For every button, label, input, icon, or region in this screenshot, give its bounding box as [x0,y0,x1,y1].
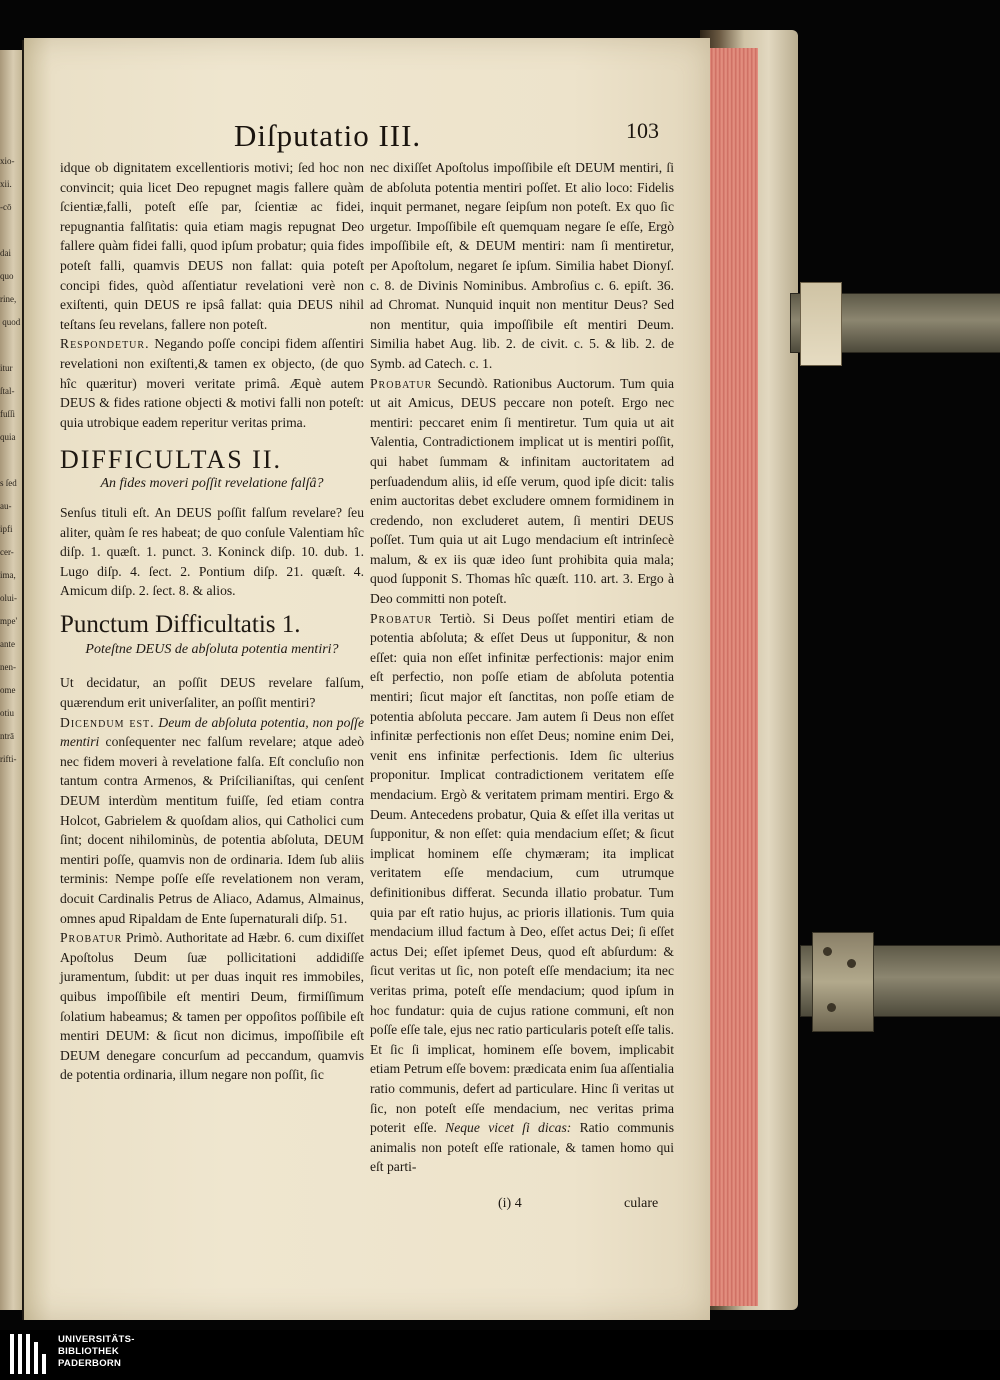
right-column [370,158,674,1177]
rivet-icon [827,1003,836,1012]
book-page [24,38,710,1320]
paragraph [370,374,674,609]
probatur-text: Primò. Authoritate ad Hæbr. 6. cum dixiſſet Apoſtolus Deum ſuæ pollicitationi addidiſſe juramentum, ſubdit: ut per duas inquit res immobiles, quibus impoſſibile eſt mentiri Deum, firmiſſimum ſolatium habeamus; & tamen per oppoſitos poſſibile eſt mentiri DEUM: & ſicut non dicimus, impoſſibile eſt DEUM denegare concurſum ad peccandum, quamvis de potentia ordinaria, illum negare non poſſit, ſic [60,930,364,1083]
footer-bar [0,1330,1000,1380]
difficultas-subtitle: An fides moveri poſſit revelatione falſâ? [100,475,324,491]
library-line: UNIVERSITÄTS- [58,1334,135,1345]
probatur-label: Probatur [60,930,123,946]
rivet-icon [847,959,856,968]
running-head: Diſputatio III. [234,118,422,153]
punctum-subtitle: Poteſtne DEUS de abſoluta potentia mentiri? [85,642,339,658]
objection-italic: Neque vicet ſi dicas: [436,1120,572,1136]
library-line: PADERBORN [58,1358,122,1369]
catchword: culare [624,1196,659,1211]
lower-clasp-plate [812,932,874,1032]
probatur-label: Probatur [370,610,433,626]
upper-clasp-plate [800,282,842,366]
facing-page-text: xio- xii. -cō dai quo rine, quod itur ſtal- fuſſi quia s ſed au- ipfi cer- ima, olui- mpe' ante nen- ome otiu ntrā rifti- [0,156,21,764]
probatur-text: Secundò. Rationibus Auctorum. Tum quia ut ait Amicus, DEUS peccare non poteſt. Ergo nec mentiri: peccaret enim ſi mentiretur. Tum quia ut ait Valentia, Contradictionem implicat ut is mentiri poſſit, qui habet ſummam & infinitam auctoritatem ad perſuadendum aliis, id eſſe verum, quod ipſe dicit: talis enim auctoritas debet excludere omnem formidinem in credendo, non excluderet autem, ſi mentiri DEUS poſſet. Tum quia ut ait Lugo mendacium eſt intrinſecè malum, & ex iis quæ ideo ſunt prohibita quia mala; quod ſupponit S. Thomas hîc quæſt. 110. art. 3. Ergo à Deo committi non poteſt. [370,375,674,607]
paragraph: Senſus tituli eſt. An DEUS poſſit falſum revelare? ſeu aliter, quàm ſe res habeat; de quo conſule Valentiam hîc diſp. 1. quæſt. 1. punct. 3. Koninck diſp. 10. dub. 1. Lugo diſp. 4. ſect. 2. Pontium diſp. 21. quæſt. 4. Amicum diſp. 2. ſect. 8. & alios. [60,504,364,599]
paragraph: Ut decidatur, an poſſit DEUS revelare falſum, quærendum erit univerſaliter, an poſſit mentiri? [60,675,364,711]
probatur-text: Tertiò. Si Deus poſſet mentiri etiam de potentia abſoluta; & eſſet Deus ut ſupponitur, & non eſſet: quia non eſſet infinitæ perfectionis: major enim eſt perfectio, non poſſe etiam de abſoluta potentia mentiri; ſicut major eſt ſanctitas, non poſſe etiam de potentia abſoluta peccare. Jam autem ſi Deus non eſſet infinitæ perfectionis non eſſet Deus; nomine enim Dei, venit ens infinitæ perfectionis. Idem ſic ulterius proponitur. Implicat contradictionem veritatem eſſe mendacium. Ergò & veritatem primam mentiri. Ergo & Deum. Antecedens probatur, Quia & eſſet illa veritas ut ſupponitur, & non eſſet: quia mendacium eſſet; & ſicut implicat hominem eſſe chymæram; ita implicat veritatem eſſe mendacium, cum utrumque definitionibus differat. Secunda illatio probatur. Tum quia par eſt ratio hujus, ac prioris illationis. Tum quia mendacium illud factum à Deo, eſſet actus Dei; ſi eſſet actus Dei; eſſet ipſemet Deus, quod eſt abſurdum: & ſicut veritas ut ſic, non poteſt eſſe mendacium; ita nec veritas prima, poteſt eſſe mendacium; quod ipſum in hoc fundatur: quia de cujus ratione communi, eſt non poſſe eſſe tale, ejus nec ratio particularis poteſt eſſe talis. Et ſic ſi implicat, hominem eſſe bovem, implicabit etiam Petrum eſſe bovem: prædicata enim ſua aſſentialia ratio communis, defert ad particulare. Hinc ſi veritas ut ſic, non poteſt eſſe mendacium, nec veritas prima poterit eſſe. [370,610,674,1136]
library-name [58,1334,135,1370]
signature-mark: (i) 4 [498,1196,522,1211]
paragraph [60,713,364,929]
left-column [60,158,364,1085]
paragraph [370,609,674,1177]
respondetur-text: Negando poſſe concipi fidem aſſentiri revelationi non exiſtenti,& tamen ex objecto, (de quo hîc quæritur) moveri veritate primâ. Æquè autem DEUS & fides ratione objecti & motivi falli non poteſt: quia utrobique eadem reperitur veritas prima. [60,336,364,430]
paragraph: nec dixiſſet Apoſtolus impoſſibile eſt DEUM mentiri, ſi de abſoluta potentia mentiri poſſet. Et alio loco: Fidelis inquit permanet, negare ſeipſum non poteſt. Ex quo ſic urgetur. Impoſſibile eſt quemquam negare ſe eſſe, Ergò impoſſibile eſt, & DEUM mentiri: nam ſi mentiretur, per Apoſtolum, negaret ſe ipſum. Similia habet Dionyſ. c. 8. de Divinis Nominibus. Ambroſius c. 6. epiſt. 36. ad Chromat. Nunquid inquit non mentitur Deus? Sed non mentitur, quia impoſſibile eſt mentiri Deum. Similia habet Aug. lib. 2. de civit. c. 5. & lib. 2. de Symb. ad Catech. c. 1. [370,160,674,371]
objection-text: Ratio communis animalis non poteſt eſſe rationale, & tamen homo qui eſt parti- [370,1120,674,1175]
dicendum-thesis: Deum de abſoluta potentia, non poſſe mentiri [60,714,364,750]
difficultas-heading: DIFFICULTAS II. [60,445,282,475]
paragraph [60,334,364,432]
dicendum-text: conſequenter nec falſum revelare; atque adeò nec fidem moveri à revelatione falſa. Eſt concluſio non tantum contra Armenos, & Priſcilianiſtas, qui cenſent DEUM interdùm mentitum fuiſſe, ſed etiam contra Holcot, Gabrielem & quoſdam alios, qui Catholici cum ſint; docent nihilominùs, de potentia abſoluta, DEUM mentiri poſſe, quamvis non de ordinaria. Idem ſub aliis terminis: Nempe poſſe eſſe revelationem non veram, docuit Cardinalis Petrus de Aliaco, Adamus, Almainus, omnes apud Ripaldam de Ente ſupernaturali diſp. 51. [60,734,364,926]
page-number: 103 [626,118,659,143]
dicendum-label: Dicendum eſt. [60,714,155,730]
paragraph [60,928,364,1085]
paragraph: idque ob dignitatem excellentioris motivi; ſed hoc non convincit; quia licet Deo repugnet magis fallere quàm ſcientiæ,falli, poteſt eſſe par, ſcientiæ ac fidei, repugnantia falſitatis: quia etiam magis repugnat Deo fallere quàm fidei falli, quod ipſum probatur; quia fides poteſt falli, quamvis DEUS non fallat: quia poteſt concipi fides, quòd aſſentiatur revelationi verè non exiſtenti, quin DEUS re ipsâ fallat: quia DEUS nihil teſtans ſeu revelans, fallere non poteſt. [60,160,364,332]
red-page-edge [706,48,758,1306]
library-line: BIBLIOTHEK [58,1346,120,1357]
rivet-icon [823,947,832,956]
probatur-label: Probatur [370,375,433,391]
punctum-heading: Punctum Difficultatis 1. [60,610,301,638]
library-logo-icon [10,1334,50,1374]
respondetur-label: Respondetur. [60,336,150,352]
